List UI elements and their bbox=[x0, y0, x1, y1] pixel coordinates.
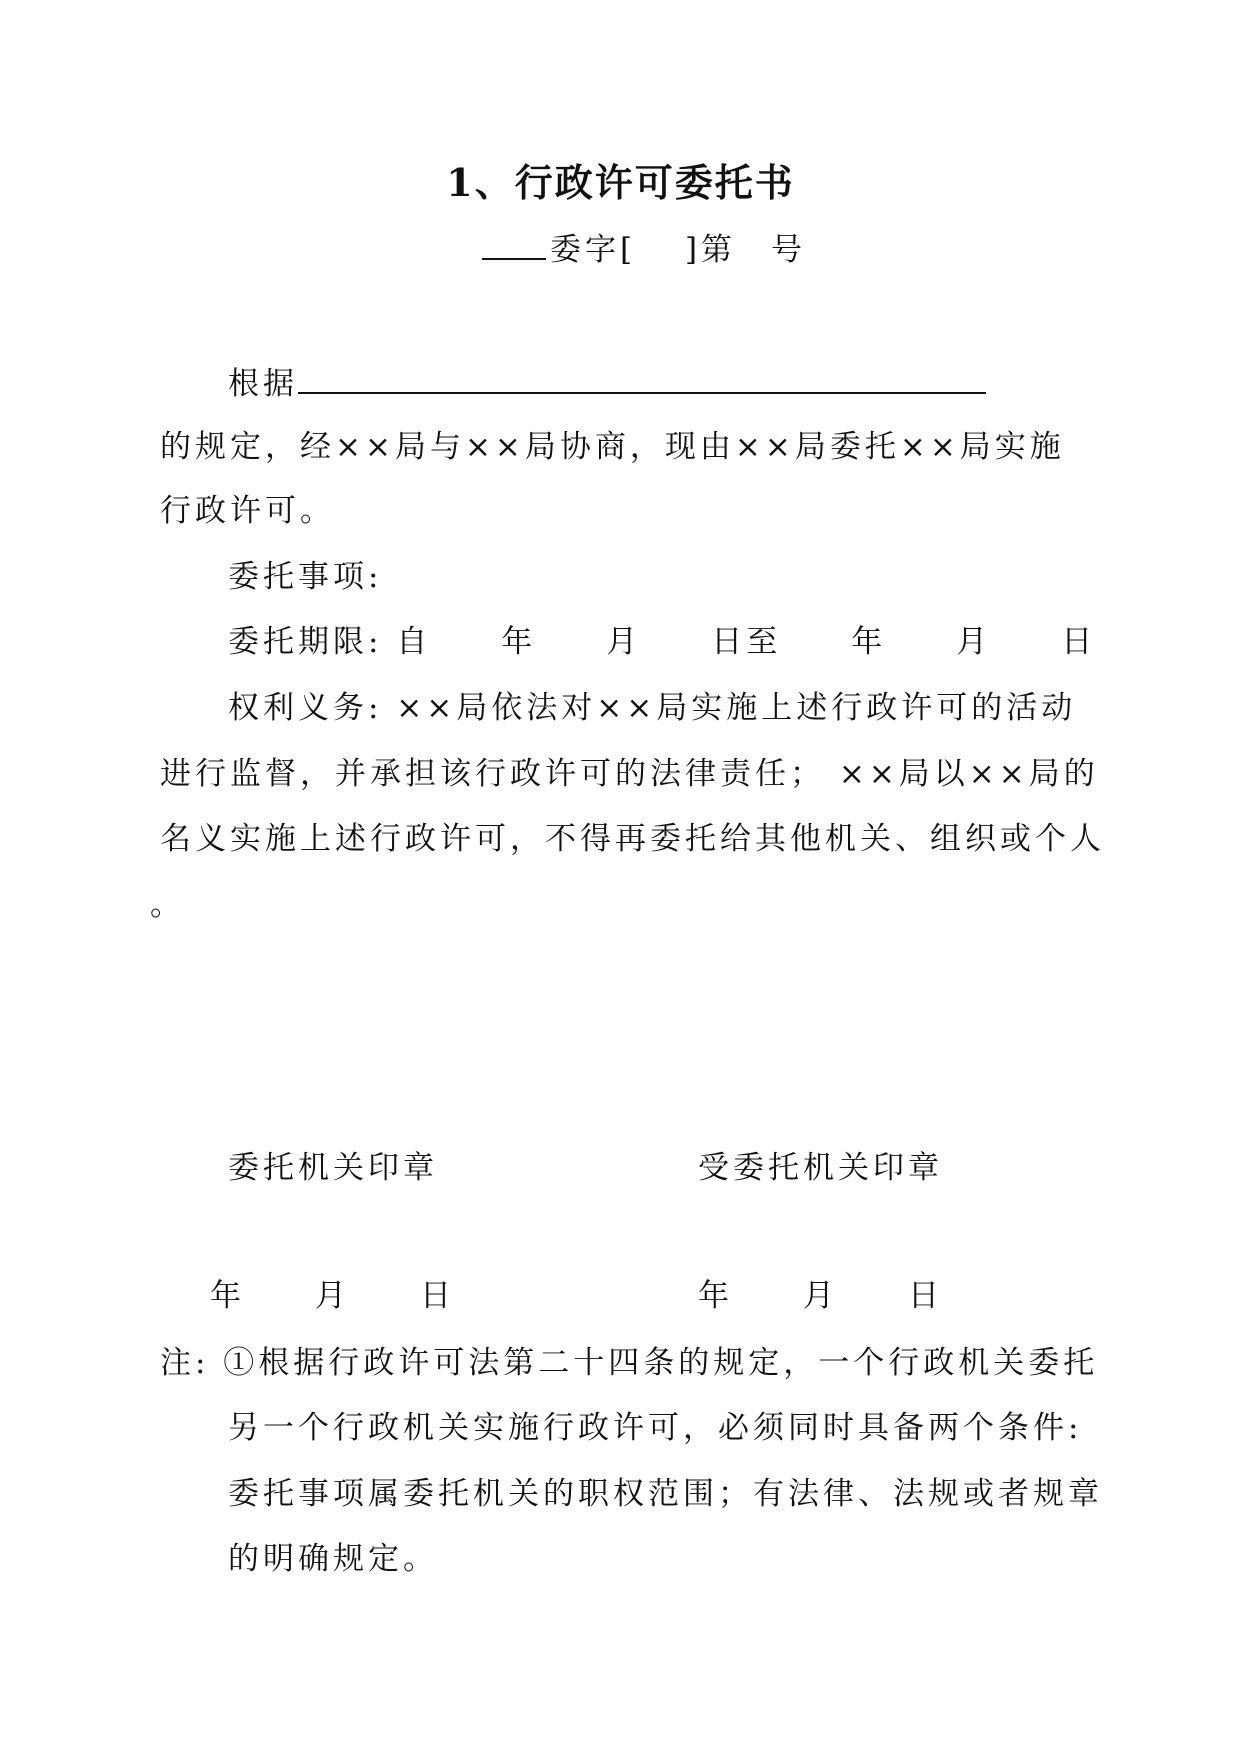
delegation-period: 委托期限: 自 年 月 日至 年 月 日 bbox=[228, 624, 1097, 660]
doc-number-blank bbox=[482, 228, 546, 260]
rights-line-2: 进行监督，并承担该行政许可的法律责任； ××局以××局的 bbox=[160, 756, 1099, 792]
basis-blank bbox=[298, 360, 986, 394]
doc-number-text: 委字[ ]第 号 bbox=[550, 232, 807, 268]
body-line-2: 的规定，经××局与××局协商，现由××局委托××局实施 bbox=[160, 429, 1065, 465]
document-title: 1、行政许可委托书 bbox=[446, 160, 795, 205]
note-line-2: 另一个行政机关实施行政许可，必须同时具备两个条件: bbox=[228, 1410, 1083, 1446]
note-line-1: 注: ①根据行政许可法第二十四条的规定，一个行政机关委托 bbox=[160, 1345, 1099, 1381]
document-number bbox=[482, 228, 806, 270]
delegatee-seal-label: 受委托机关印章 bbox=[698, 1150, 943, 1186]
rights-line-4: 。 bbox=[150, 887, 185, 923]
note-line-4: 的明确规定。 bbox=[228, 1541, 438, 1577]
delegator-seal-label: 委托机关印章 bbox=[228, 1150, 438, 1186]
rights-line-1: 权利义务: ××局依法对××局实施上述行政许可的活动 bbox=[228, 690, 1077, 726]
delegation-matters: 委托事项: bbox=[228, 559, 383, 595]
delegatee-date: 年 月 日 bbox=[698, 1278, 943, 1314]
note-line-3: 委托事项属委托机关的职权范围；有法律、法规或者规章 bbox=[228, 1476, 1103, 1512]
basis-label: 根据 bbox=[228, 366, 298, 402]
body-line-3: 行政许可。 bbox=[160, 493, 335, 529]
rights-line-3: 名义实施上述行政许可，不得再委托给其他机关、组织或个人 bbox=[160, 821, 1105, 857]
delegator-date: 年 月 日 bbox=[210, 1278, 455, 1314]
basis-line bbox=[228, 360, 986, 404]
